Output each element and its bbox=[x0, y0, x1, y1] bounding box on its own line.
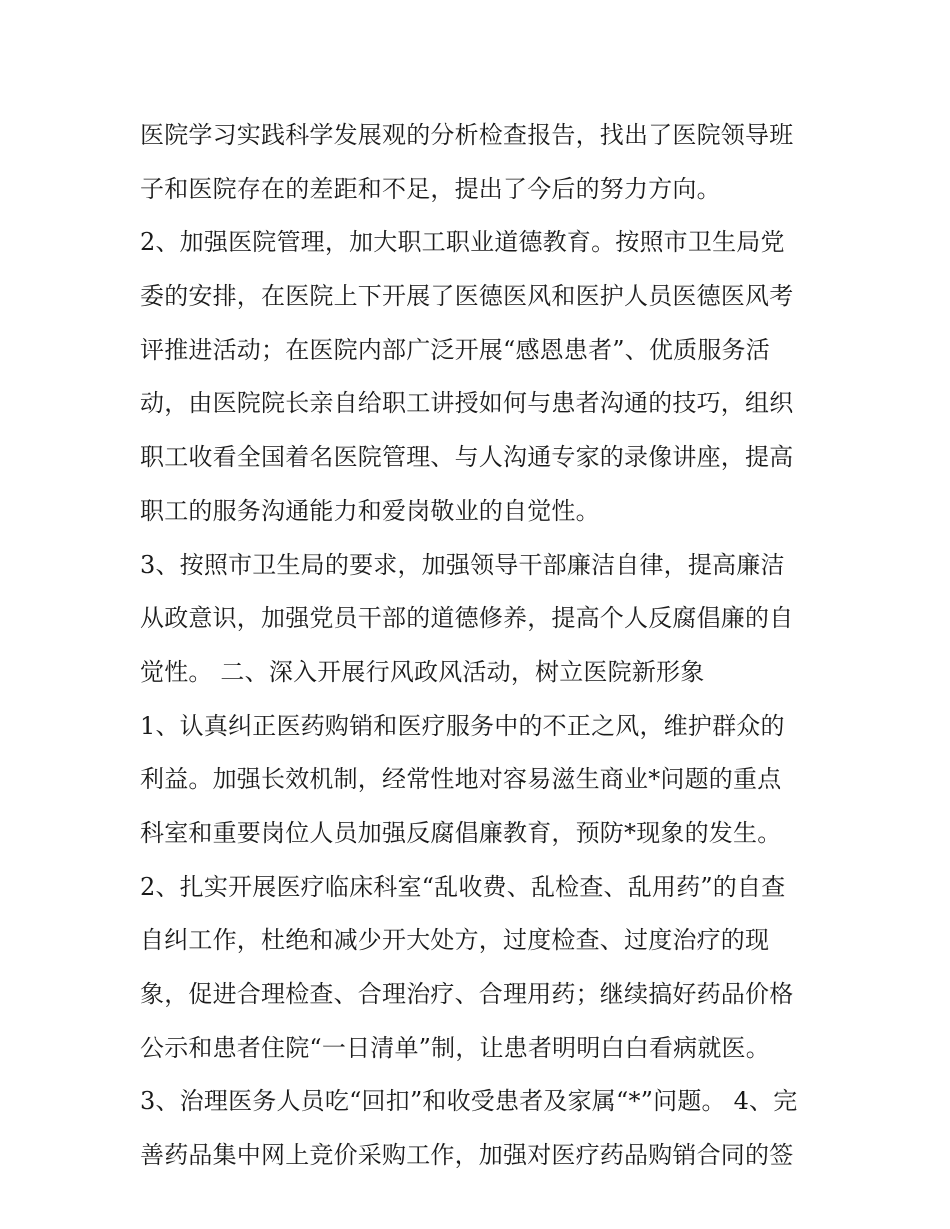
text-line: 公示和患者住院“一日清单”制，让患者明明白白看病就医。 bbox=[140, 1033, 770, 1062]
text-line: 职工收看全国着名医院管理、与人沟通专家的录像讲座，提高 bbox=[140, 443, 794, 472]
text-line: 从政意识，加强党员干部的道德修养，提高个人反腐倡廉的自 bbox=[140, 604, 794, 633]
text-line: 职工的服务沟通能力和爱岗敬业的自觉性。 bbox=[140, 496, 600, 525]
text-line: 1、认真纠正医药购销和医疗服务中的不正之风，维护群众的 bbox=[140, 711, 785, 740]
text-line: 2、加强医院管理，加大职工职业道德教育。按照市卫生局党 bbox=[140, 228, 785, 257]
text-line: 自纠工作，杜绝和减少开大处方，过度检查、过度治疗的现 bbox=[140, 926, 770, 955]
text-line: 科室和重要岗位人员加强反腐倡廉教育，预防*现象的发生。 bbox=[140, 818, 782, 847]
text-line: 2、扎实开展医疗临床科室“乱收费、乱检查、乱用药”的自查 bbox=[140, 872, 786, 901]
text-line: 善药品集中网上竞价采购工作，加强对医疗药品购销合同的签 bbox=[140, 1141, 794, 1170]
text-line: 象，促进合理检查、合理治疗、合理用药；继续搞好药品价格 bbox=[140, 980, 794, 1008]
text-line: 委的安排，在医院上下开展了医德医风和医护人员医德医风考 bbox=[140, 282, 794, 311]
text-line: 利益。加强长效机制，经常性地对容易滋生商业*问题的重点 bbox=[140, 765, 782, 794]
text-line: 医院学习实践科学发展观的分析检查报告，找出了医院领导班 bbox=[140, 121, 794, 149]
text-line: 3、按照市卫生局的要求，加强领导干部廉洁自律，提高廉洁 bbox=[140, 550, 785, 579]
text-line: 子和医院存在的差距和不足，提出了今后的努力方向。 bbox=[140, 174, 721, 203]
text-line: 觉性。 二、深入开展行风政风活动，树立医院新形象 bbox=[140, 657, 705, 686]
text-line: 3、治理医务人员吃“回扣”和收受患者及家属“*”问题。 4、完 bbox=[140, 1087, 798, 1116]
document-body bbox=[140, 109, 830, 1183]
text-line: 评推进活动；在医院内部广泛开展“感恩患者”、优质服务活 bbox=[140, 335, 770, 364]
text-line: 动，由医院院长亲自给职工讲授如何与患者沟通的技巧，组织 bbox=[140, 389, 794, 418]
